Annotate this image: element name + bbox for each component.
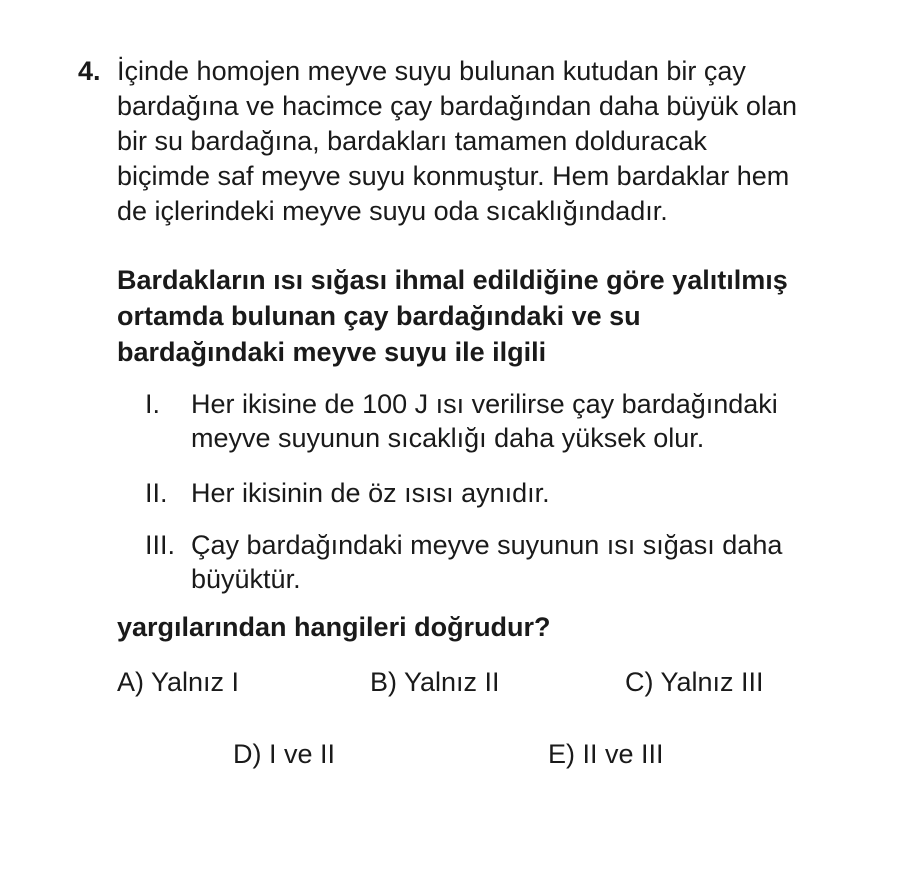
question-stem <box>117 54 887 229</box>
answer-choice-a[interactable]: A) Yalnız I <box>117 667 240 697</box>
question-closing: yargılarından hangileri doğrudur? <box>117 612 551 642</box>
statement-text <box>191 476 550 510</box>
stem-line: bardağına ve hacimce çay bardağından daha büyük olan <box>117 91 797 121</box>
statement-line: büyüktür. <box>191 564 301 594</box>
statement-line: Her ikisine de 100 J ısı verilirse çay bardağındaki <box>191 389 778 419</box>
stem-line: bir su bardağına, bardakları tamamen dolduracak <box>117 126 707 156</box>
answer-choice-e[interactable]: E) II ve III <box>548 739 664 769</box>
stem-line: de içlerindeki meyve suyu oda sıcaklığındadır. <box>117 196 668 226</box>
statement-line: Her ikisinin de öz ısısı aynıdır. <box>191 478 550 508</box>
stem-line: İçinde homojen meyve suyu bulunan kutudan bir çay <box>117 56 746 86</box>
answer-choice-d[interactable]: D) I ve II <box>233 739 336 769</box>
statement-1 <box>145 387 778 455</box>
statement-2 <box>145 476 550 510</box>
statement-text <box>191 387 778 455</box>
answer-choice-b[interactable]: B) Yalnız II <box>370 667 500 697</box>
statement-numeral: I. <box>145 389 161 419</box>
statement-3 <box>145 528 782 596</box>
prompt-line: Bardakların ısı sığası ihmal edildiğine göre yalıtılmış <box>117 265 788 295</box>
statement-line: Çay bardağındaki meyve suyunun ısı sığası daha <box>191 530 783 560</box>
statement-line: meyve suyunun sıcaklığı daha yüksek olur. <box>191 423 705 453</box>
prompt-line: bardağındaki meyve suyu ile ilgili <box>117 337 547 367</box>
question-number: 4. <box>78 56 101 86</box>
stem-line: biçimde saf meyve suyu konmuştur. Hem bardaklar hem <box>117 161 790 191</box>
statement-numeral: II. <box>145 478 168 508</box>
statement-text <box>191 528 782 596</box>
prompt-line: ortamda bulunan çay bardağındaki ve su <box>117 301 641 331</box>
answer-choice-c[interactable]: C) Yalnız III <box>625 667 764 697</box>
statement-numeral: III. <box>145 530 176 560</box>
question-prompt <box>117 262 887 370</box>
